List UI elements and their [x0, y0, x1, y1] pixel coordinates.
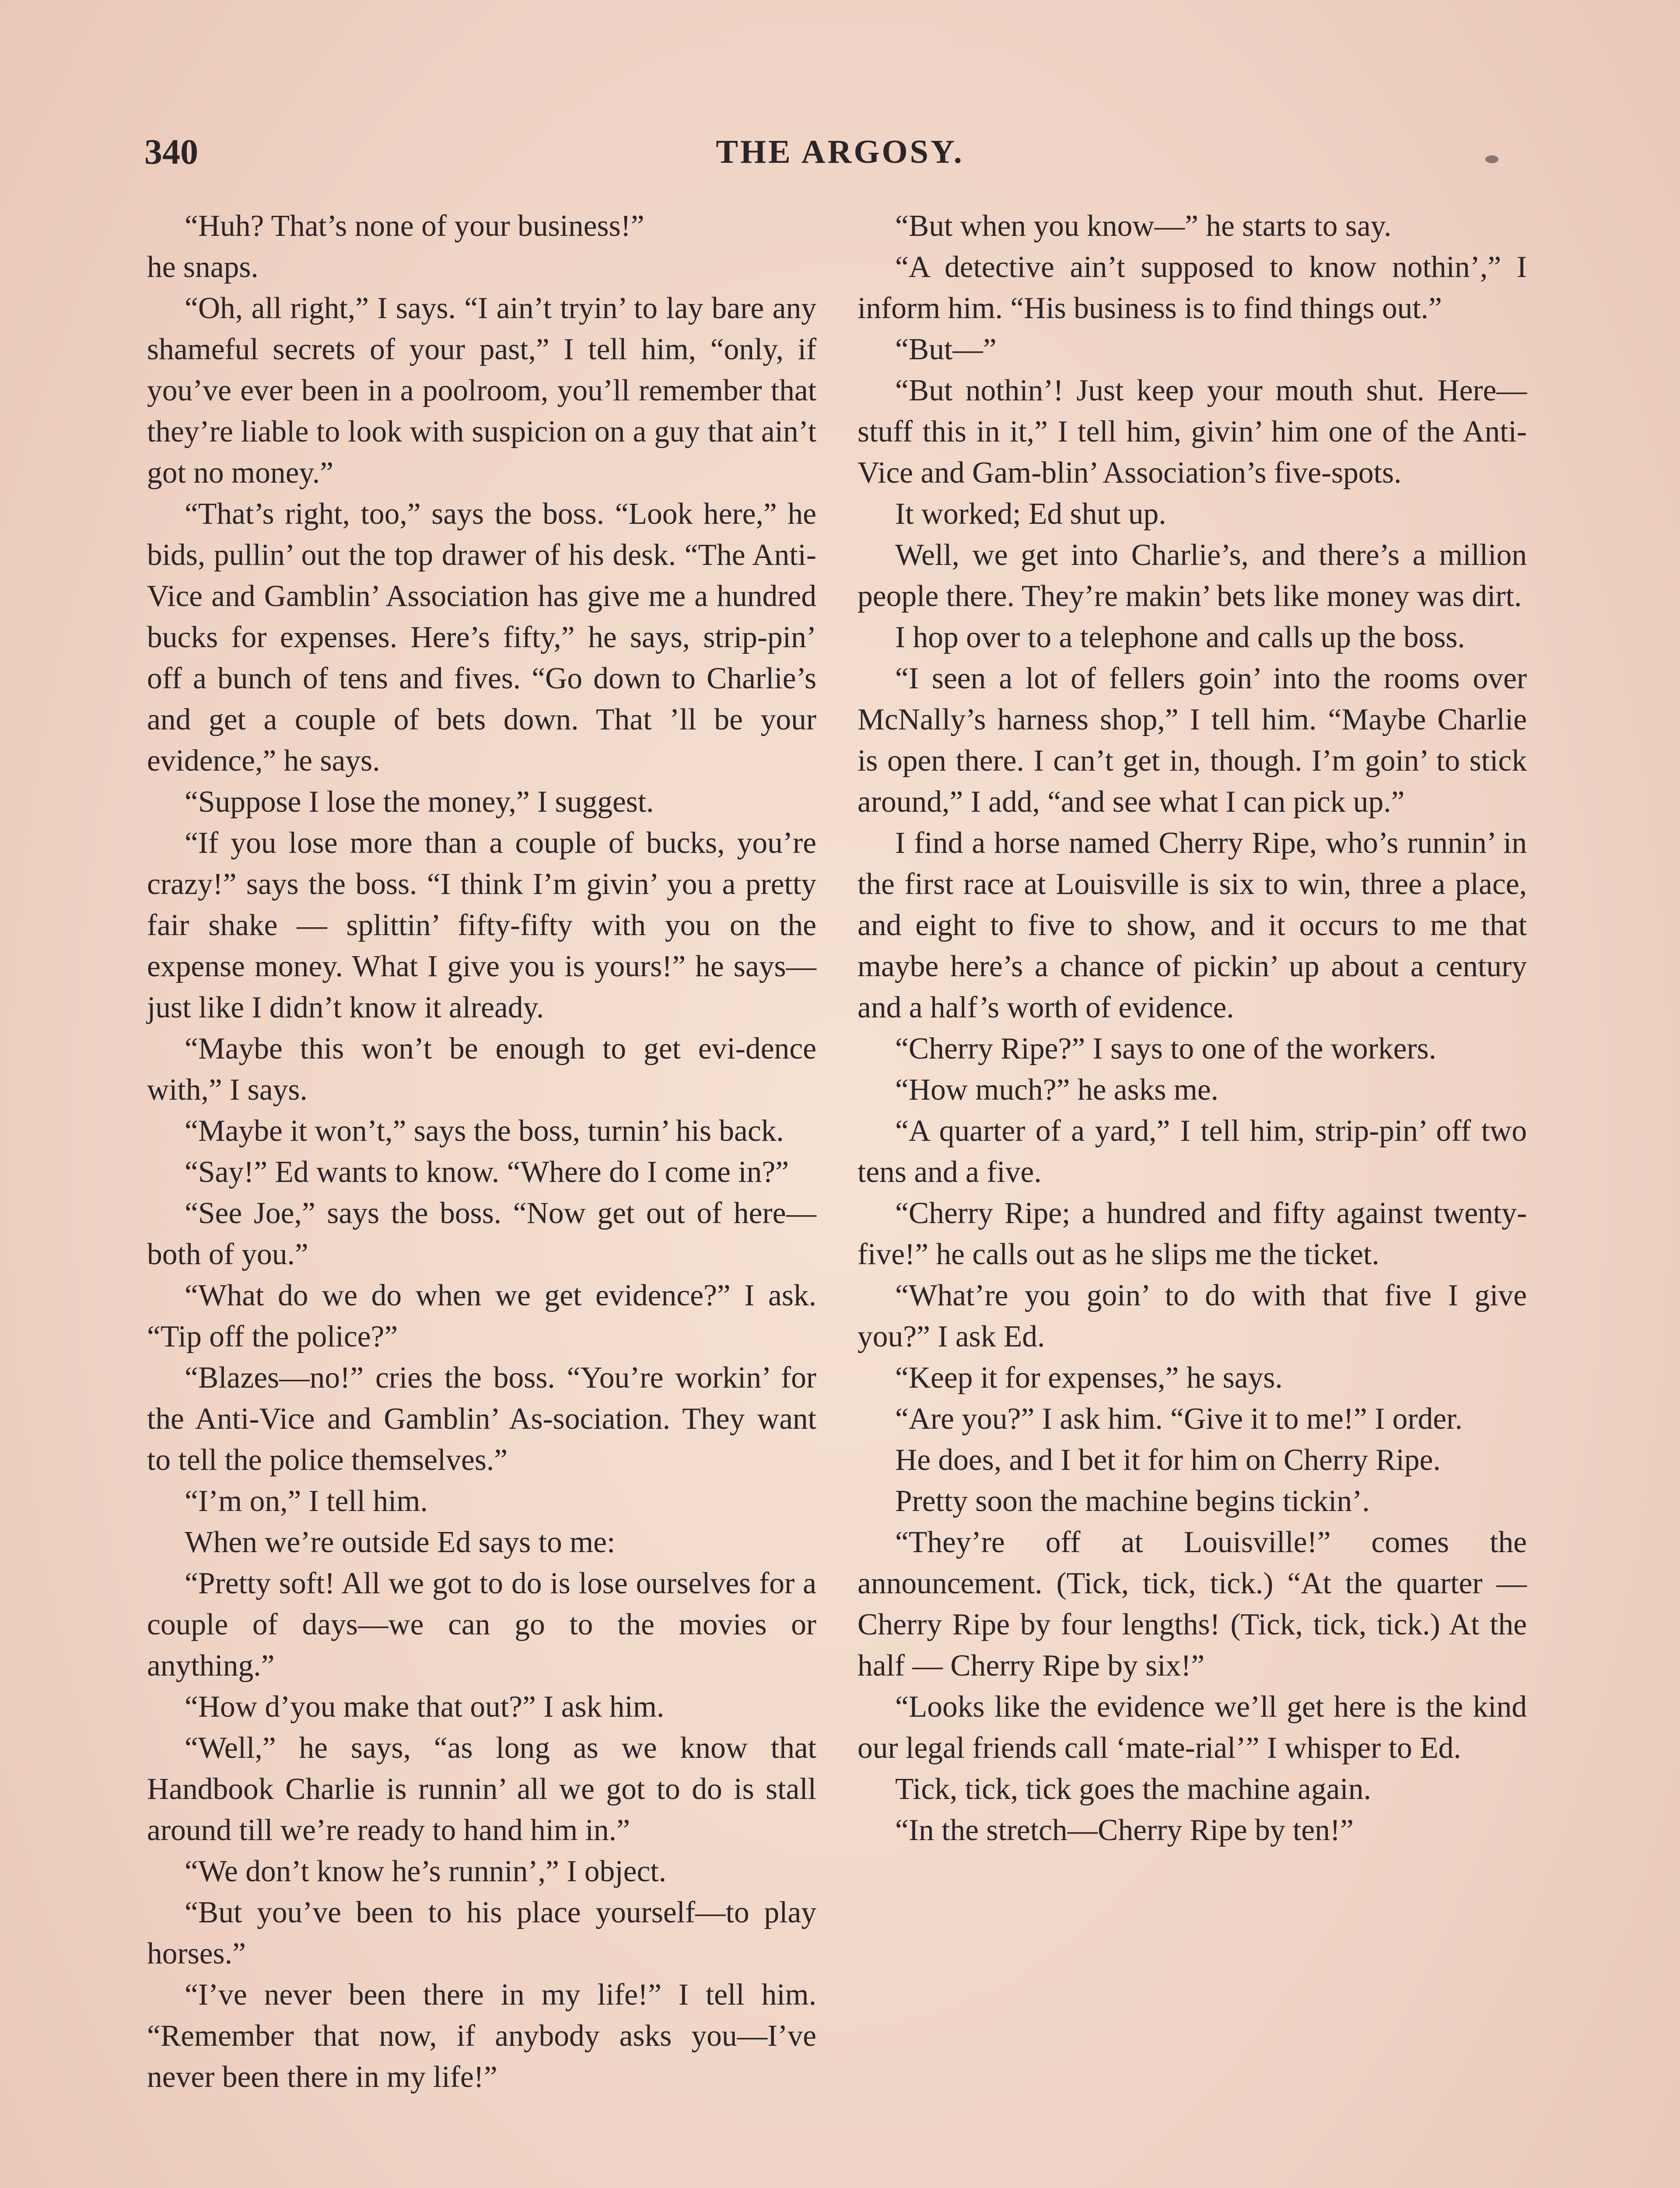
- paragraph: “Cherry Ripe?” I says to one of the workers.: [895, 1032, 1437, 1066]
- paragraph: “What do we do when we get evidence?” I ask. “Tip off the police?”: [147, 1279, 816, 1353]
- paragraph: “We don’t know he’s runnin’,” I object.: [185, 1855, 666, 1888]
- paragraph: “Are you?” I ask him. “Give it to me!” I order.: [895, 1402, 1463, 1436]
- paragraph: Pretty soon the machine begins tickin’.: [895, 1484, 1370, 1518]
- paragraph: “See Joe,” says the boss. “Now get out of here—both of you.”: [147, 1196, 816, 1271]
- paragraph: Tick, tick, tick goes the machine again.: [895, 1772, 1371, 1806]
- paragraph: “In the stretch—Cherry Ripe by ten!”: [895, 1813, 1354, 1847]
- paragraph: “How much?” he asks me.: [895, 1073, 1219, 1107]
- paragraph: “Blazes—no!” cries the boss. “You’re workin’ for the Anti-Vice and Gamblin’ As-sociation. They want to tell the police themselves.”: [147, 1361, 816, 1477]
- paragraph: “If you lose more than a couple of bucks, you’re crazy!” says the boss. “I think I’m givin’ you a pretty fair shake — splittin’ fifty-fifty with you on the expense money. What I give you is yours!” he says—just like I didn’t know it already.: [147, 826, 816, 1024]
- page-number: 340: [144, 132, 198, 172]
- paragraph: “Maybe this won’t be enough to get evi-dence with,” I says.: [147, 1032, 816, 1107]
- paragraph: He does, and I bet it for him on Cherry Ripe.: [895, 1443, 1441, 1477]
- left-column: [147, 206, 816, 2098]
- paragraph: “But—”: [895, 333, 997, 366]
- paragraph: “They’re off at Louisville!” comes the announcement. (Tick, tick, tick.) “At the quarter — Cherry Ripe by four lengths! (Tick, tick, tick.) At the half — Cherry Ripe by six!”: [858, 1525, 1527, 1683]
- paragraph: “I seen a lot of fellers goin’ into the rooms over McNally’s harness shop,” I tell him. “Maybe Charlie is open there. I can’t get in, though. I’m goin’ to stick around,” I add, “and see what I can pick up.”: [858, 662, 1527, 819]
- paragraph: “How d’you make that out?” I ask him.: [185, 1690, 665, 1724]
- ink-speck: [1485, 155, 1498, 163]
- paragraph: When we’re outside Ed says to me:: [185, 1525, 616, 1559]
- paragraph: “A detective ain’t supposed to know nothin’,” I inform him. “His business is to find things out.”: [858, 250, 1527, 325]
- paragraph: “Say!” Ed wants to know. “Where do I come in?”: [185, 1155, 789, 1189]
- paragraph: “Oh, all right,” I says. “I ain’t tryin’ to lay bare any shameful secrets of your past,” I tell him, “only, if you’ve ever been in a poolroom, you’ll remember that they’re liable to look with suspicion on a guy that ain’t got no money.”: [147, 291, 816, 490]
- paragraph: I find a horse named Cherry Ripe, who’s runnin’ in the first race at Louisville is six to win, three a place, and eight to five to show, and it occurs to me that maybe here’s a chance of pickin’ up about a century and a half’s worth of evidence.: [858, 826, 1527, 1024]
- paragraph: “I’m on,” I tell him.: [185, 1484, 428, 1518]
- paragraph: “I’ve never been there in my life!” I tell him. “Remember that now, if anybody asks you—I’ve never been there in my life!”: [147, 1978, 816, 2094]
- paragraph: “Huh? That’s none of your business!”: [185, 209, 644, 243]
- paragraph: “What’re you goin’ to do with that five I give you?” I ask Ed.: [858, 1279, 1527, 1353]
- paragraph: “Keep it for expenses,” he says.: [895, 1361, 1283, 1395]
- paragraph: “Maybe it won’t,” says the boss, turnin’ his back.: [185, 1114, 784, 1148]
- paragraph: “Cherry Ripe; a hundred and fifty against twenty-five!” he calls out as he slips me the ticket.: [858, 1196, 1527, 1271]
- paragraph: “But nothin’! Just keep your mouth shut. Here—stuff this in it,” I tell him, givin’ him one of the Anti-Vice and Gam-blin’ Association’s five-spots.: [858, 374, 1527, 490]
- paragraph: Well, we get into Charlie’s, and there’s a million people there. They’re makin’ bets like money was dirt.: [858, 538, 1527, 613]
- right-column: [858, 206, 1527, 1851]
- paragraph: “But when you know—” he starts to say.: [895, 209, 1392, 243]
- paragraph: “That’s right, too,” says the boss. “Look here,” he bids, pullin’ out the top drawer of his desk. “The Anti-Vice and Gamblin’ Association has give me a hundred bucks for expenses. Here’s fifty,” he says, strip-pin’ off a bunch of tens and fives. “Go down to Charlie’s and get a couple of bets down. That ’ll be your evidence,” he says.: [147, 497, 816, 778]
- paragraph: “But you’ve been to his place yourself—to play horses.”: [147, 1896, 816, 1971]
- paragraph: “A quarter of a yard,” I tell him, strip-pin’ off two tens and a five.: [858, 1114, 1527, 1189]
- paragraph: It worked; Ed shut up.: [895, 497, 1166, 531]
- paragraph: “Well,” he says, “as long as we know that Handbook Charlie is runnin’ all we got to do is stall around till we’re ready to hand him in.”: [147, 1731, 816, 1847]
- paragraph: “Suppose I lose the money,” I suggest.: [185, 785, 654, 819]
- paragraph: “Pretty soft! All we got to do is lose ourselves for a couple of days—we can go to the movies or anything.”: [147, 1567, 816, 1683]
- paragraph: I hop over to a telephone and calls up the boss.: [895, 621, 1465, 654]
- running-head-title: THE ARGOSY.: [716, 133, 964, 170]
- paragraph: he snaps.: [147, 250, 259, 284]
- paragraph: “Looks like the evidence we’ll get here is the kind our legal friends call ‘mate-rial’” I whisper to Ed.: [858, 1690, 1527, 1765]
- page-header: [140, 131, 1540, 184]
